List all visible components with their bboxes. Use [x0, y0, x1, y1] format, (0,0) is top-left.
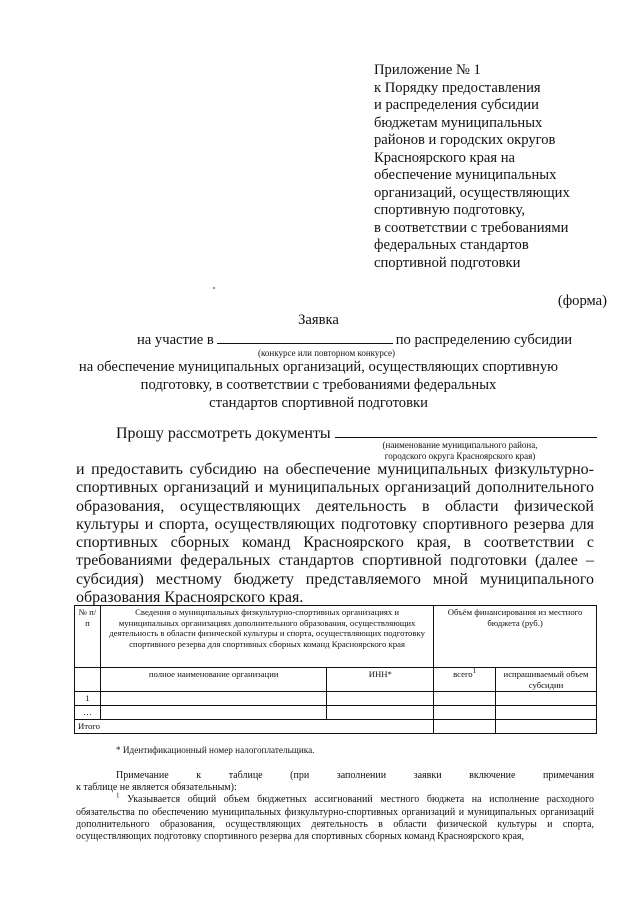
document-title: Заявка: [298, 312, 339, 328]
body-paragraph: и предоставить субсидию на обеспечение муниципальных физкультурно-спортивных организаций и муниципальных организаций дополнительного образования, осуществляющих деятельность в области физической культуры и спорта, осуществляющих подготовку спортивного резерва для спортивных сборных команд Красноярского края, в соответствии с требованиями федеральных стандартов спортивной подготовки (далее – субсидия) местному бюджету представляемого мной муниципального образования Красноярского края.: [76, 461, 594, 607]
table-subheader-row: [75, 668, 597, 692]
scan-speck: [213, 287, 215, 289]
purpose-line: стандартов спортивной подготовки: [209, 395, 428, 411]
table-row: [75, 706, 597, 720]
municipality-blank-field[interactable]: [335, 424, 597, 438]
municipality-hint-line: (наименование муниципального района,: [382, 440, 538, 450]
financing-table: [74, 605, 597, 734]
total-cell[interactable]: [434, 692, 496, 706]
header-financing: Объём финансирования из местного бюджета (руб.): [434, 606, 597, 668]
subheader-requested: испрашиваемый объем субсидии: [496, 668, 597, 692]
note-paragraph-text: Указывается общий объем бюджетных ассигнований местного бюджета на исполнение расходного обязательства по обеспечению муниципальных физкультурно-спортивных организаций и муниципальных организаций дополнительного образования, осуществляющих деятельность в области физической культуры и спорта, осуществляющих подготовку спортивного резерва для спортивных сборных команд Красноярского края,: [76, 794, 595, 843]
org-name-cell[interactable]: [100, 706, 326, 720]
appendix-line: организаций, осуществляющих: [374, 184, 570, 201]
inn-footnote: * Идентификационный номер налогоплательщика.: [116, 745, 315, 755]
grand-requested-cell[interactable]: [496, 720, 597, 734]
table-total-row: [75, 720, 597, 734]
participation-before: на участие в: [137, 332, 214, 348]
contest-hint: (конкурсе или повторном конкурсе): [258, 348, 396, 358]
participation-after: по распределению субсидии: [395, 332, 573, 348]
purpose-text: [0, 358, 637, 412]
subheader-total-label: всего: [453, 669, 473, 679]
table-note: [76, 770, 594, 843]
municipality-hint-line: городского округа Красноярского края): [384, 451, 536, 461]
table-header-row: [75, 606, 597, 668]
subheader-org-name: полное наименование организации: [100, 668, 326, 692]
subheader-total: [434, 668, 496, 692]
total-label: Итого: [75, 720, 434, 734]
header-number: № п/п: [75, 606, 101, 668]
form-label: (форма): [557, 293, 607, 309]
purpose-line: подготовку, в соответствии с требованиями федеральных: [140, 377, 497, 393]
note-footnote-mark: 1: [116, 792, 120, 801]
footnote-mark: 1: [472, 667, 477, 676]
row-number: …: [75, 706, 101, 720]
subheader-inn: ИНН*: [327, 668, 434, 692]
appendix-line: Приложение № 1: [374, 62, 481, 78]
appendix-line: к Порядку предоставления: [374, 79, 541, 96]
contest-blank-field[interactable]: [217, 331, 393, 344]
inn-cell[interactable]: [327, 706, 434, 720]
note-line-rest: к таблице не является обязательным):: [76, 782, 237, 794]
appendix-header: [374, 62, 614, 272]
appendix-line: в соответствии с требованиями: [374, 219, 569, 236]
note-paragraph: [76, 794, 594, 843]
note-line: Примечание к таблице (при заполнении заявки включение примечания: [116, 770, 594, 781]
total-cell[interactable]: [434, 706, 496, 720]
table-cell: [75, 668, 101, 692]
header-organization-info: Сведения о муниципальных физкультурно-спортивных организациях и муниципальных организациях дополнительного образования, осуществляющих деятельность в области физической культуры и спорта, осуществляющих подготовку спортивного резерва для спортивных сборных команд Красноярского края: [100, 606, 433, 668]
municipality-hint: [360, 440, 560, 462]
appendix-line: спортивную подготовку,: [374, 202, 526, 218]
appendix-line: спортивной подготовки: [374, 254, 521, 271]
requested-cell[interactable]: [496, 706, 597, 720]
requested-cell[interactable]: [496, 692, 597, 706]
purpose-line: на обеспечение муниципальных организаций, осуществляющих спортивную: [78, 359, 559, 375]
org-name-cell[interactable]: [100, 692, 326, 706]
table-row: [75, 692, 597, 706]
inn-cell[interactable]: [327, 692, 434, 706]
appendix-line: федеральных стандартов: [374, 237, 529, 253]
appendix-line: районов и городских округов: [374, 132, 556, 148]
grand-total-cell[interactable]: [434, 720, 496, 734]
participation-line: [137, 331, 572, 349]
appendix-line: и распределения субсидии: [374, 97, 539, 113]
row-number: 1: [75, 692, 101, 706]
appendix-line: бюджетам муниципальных: [374, 114, 543, 131]
appendix-line: Красноярского края на: [374, 149, 516, 166]
appendix-line: обеспечение муниципальных: [374, 167, 557, 183]
request-text: Прошу рассмотреть документы: [116, 425, 331, 442]
